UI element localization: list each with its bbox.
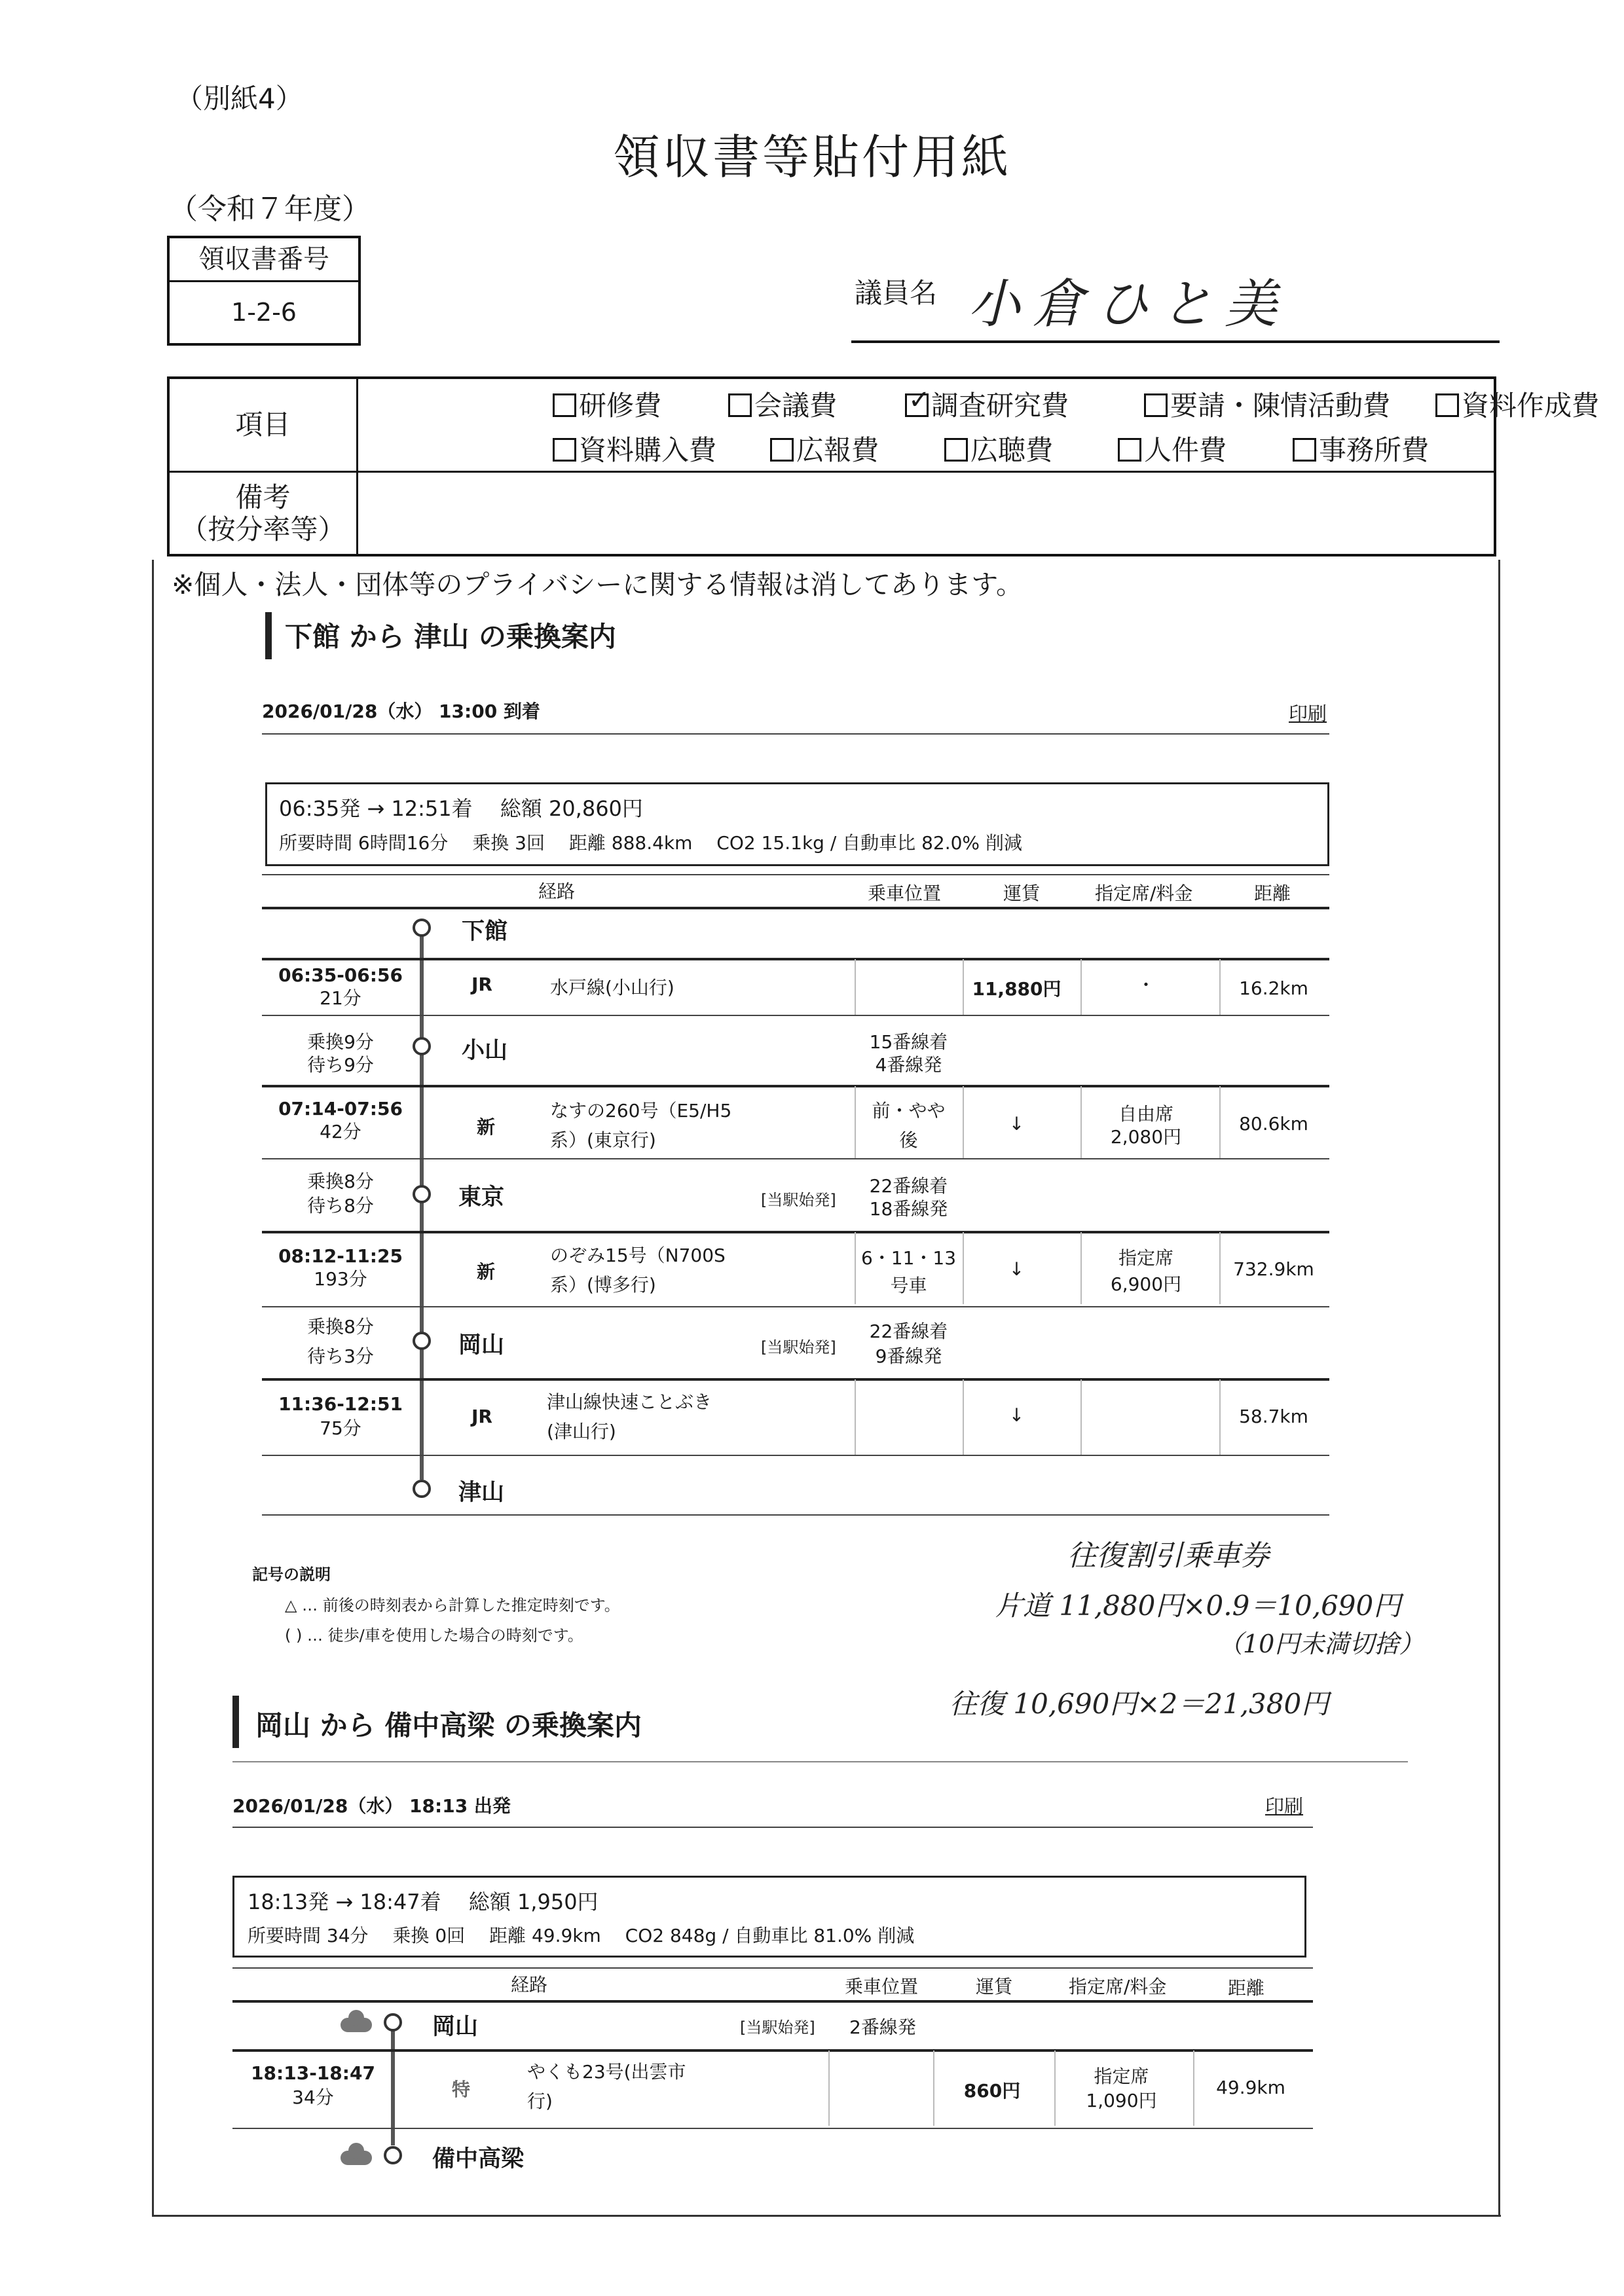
leg-train-name-cont: 系）(博多行): [550, 1274, 656, 1296]
col-fare: 運賃: [1003, 883, 1041, 904]
leg-fare: 860円: [963, 2080, 1021, 2102]
leg-train-name-cont: 行): [527, 2090, 553, 2112]
divider: [262, 907, 1329, 909]
col-route: 経路: [511, 1974, 548, 1995]
station-shimodate: 下館: [462, 919, 508, 945]
category-checkbox-document-making[interactable]: [1435, 384, 1599, 424]
column-separator: [933, 2050, 934, 2126]
transfer-time: 乗換9分: [307, 1031, 374, 1053]
train-type-shinkansen: 新: [477, 1261, 496, 1283]
leg-time: 08:12-11:25: [278, 1245, 403, 1267]
leg-seat: 自由席: [1118, 1103, 1173, 1125]
category-checkbox-personnel[interactable]: [1118, 429, 1227, 468]
platform-depart: 9番線発: [875, 1345, 942, 1367]
note-row: [170, 471, 1494, 556]
divider: [262, 958, 1329, 960]
platform-arrive: 15番線着: [869, 1031, 948, 1053]
note-label: [170, 471, 358, 556]
route1-summary: [265, 782, 1329, 866]
leg-fare: ↓: [1008, 1258, 1025, 1280]
leg-position-cont: 後: [899, 1129, 918, 1151]
divider: [232, 2049, 1313, 2052]
leg-fare: ↓: [1008, 1113, 1025, 1135]
category-item-label: 人件費: [1144, 434, 1227, 466]
leg-seat-fee: 2,080円: [1110, 1126, 1182, 1148]
note-label-text: 備考: [235, 481, 291, 514]
category-item-label: 会議費: [754, 390, 838, 422]
column-separator: [963, 1379, 964, 1455]
origin-tag: [当駅始発]: [740, 2018, 815, 2037]
leg-seat-fee: 1,090円: [1086, 2090, 1157, 2111]
divider: [262, 1378, 1329, 1381]
handwritten-ticket-type: 往復割引乗車券: [1067, 1539, 1269, 1573]
category-checkbox-office[interactable]: [1293, 429, 1429, 468]
category-item-label: 広聴費: [970, 434, 1054, 466]
route2-title: 岡山 から 備中高梁 の乗換案内: [255, 1709, 642, 1741]
leg-seat-fee: 6,900円: [1110, 1273, 1182, 1295]
category-row: [170, 379, 1600, 473]
route2-print-link[interactable]: 印刷: [1265, 1795, 1304, 1817]
checkbox-icon: [553, 438, 576, 462]
privacy-note: ※個人・法人・団体等のプライバシーに関する情報は消してあります。: [172, 569, 1024, 600]
leg-duration: 34分: [292, 2086, 334, 2108]
column-separator: [855, 1086, 856, 1158]
category-checkbox-pr[interactable]: [770, 429, 879, 468]
leg-position-cont: 号車: [890, 1275, 927, 1296]
category-table: [167, 376, 1600, 556]
leg-train-name: やくも23号(出雲市: [527, 2061, 686, 2083]
checkbox-checked-icon: [905, 393, 929, 417]
leg-train-name-cont: 系）(東京行): [550, 1129, 656, 1151]
weather-cloudy-icon: [341, 2151, 372, 2165]
column-separator: [1219, 1086, 1221, 1158]
col-position: 乗車位置: [845, 1976, 919, 1997]
divider: [262, 1455, 1329, 1456]
column-separator: [1193, 2050, 1194, 2126]
leg-seat: 指定席: [1118, 1247, 1173, 1269]
category-checkbox-training[interactable]: [553, 384, 661, 424]
annex-label: （別紙4）: [175, 82, 303, 115]
checkbox-icon: [728, 393, 752, 417]
leg-distance: 80.6km: [1239, 1113, 1308, 1135]
station-okayama-origin: 岡山: [432, 2014, 479, 2040]
divider: [262, 1514, 1329, 1516]
member-signature: 小倉ひと美: [968, 274, 1289, 335]
column-separator: [1219, 959, 1221, 1015]
route1-summary-details: 所要時間 6時間16分 乗換 3回 距離 888.4km CO2 15.1kg / 自動車比 82.0% 削減: [279, 832, 1022, 854]
leg-duration: 75分: [320, 1417, 361, 1439]
page-title: 領収書等貼付用紙: [612, 130, 1011, 185]
category-item-label: 要請・陳情活動費: [1170, 390, 1391, 422]
leg-seat: ・: [1136, 974, 1155, 996]
category-item-label: 資料作成費: [1462, 390, 1600, 422]
divider: [262, 733, 1329, 735]
origin-tag: [当駅始発]: [761, 1191, 836, 1209]
column-separator: [1080, 959, 1082, 1015]
station-tsuyama: 津山: [458, 1480, 505, 1506]
category-label: [170, 379, 358, 471]
divider: [262, 1015, 1329, 1016]
handwritten-roundtrip-calc: 往復 10,690円×2＝21,380円: [950, 1688, 1329, 1720]
category-label-text: 項目: [235, 408, 291, 441]
category-checkbox-hearing[interactable]: [944, 429, 1053, 468]
receipt-number-box: [167, 236, 361, 346]
col-route: 経路: [538, 881, 576, 902]
handwritten-oneway-calc: 片道 11,880円×0.9＝10,690円: [995, 1590, 1401, 1622]
station-oyama: 小山: [462, 1038, 508, 1064]
route2-summary-times: 18:13発 → 18:47着 総額 1,950円: [248, 1889, 599, 1914]
route2-date: 2026/01/28（水） 18:13 出発: [232, 1795, 511, 1817]
route1-title: 下館 から 津山 の乗換案内: [285, 621, 616, 653]
leg-distance: 49.9km: [1216, 2077, 1285, 2098]
station-marker: [384, 2146, 402, 2164]
category-checkbox-material-purchase[interactable]: [553, 429, 716, 468]
origin-tag: [当駅始発]: [761, 1338, 836, 1357]
station-tokyo: 東京: [458, 1184, 505, 1211]
origin-platform: 2番線発: [849, 2016, 916, 2038]
divider: [262, 1158, 1329, 1159]
route1-summary-times: 06:35発 → 12:51着 総額 20,860円: [279, 796, 643, 821]
col-seat: 指定席/料金: [1095, 883, 1193, 904]
platform-arrive: 22番線着: [869, 1175, 948, 1197]
leg-time: 18:13-18:47: [251, 2062, 375, 2084]
route2-summary: [232, 1876, 1306, 1958]
column-separator: [855, 1232, 856, 1304]
col-seat: 指定席/料金: [1069, 1976, 1167, 1997]
leg-time: 11:36-12:51: [278, 1393, 403, 1415]
station-marker: [413, 1037, 431, 1055]
col-position: 乗車位置: [868, 883, 942, 904]
transfer-wait: 待ち3分: [307, 1345, 374, 1367]
checkbox-icon: [553, 393, 576, 417]
divider: [262, 874, 1329, 875]
route2-summary-details: 所要時間 34分 乗換 0回 距離 49.9km CO2 848g / 自動車比 81.0% 削減: [248, 1925, 915, 1946]
station-marker: [413, 1332, 431, 1350]
section-bar: [232, 1696, 239, 1748]
category-item-label: 調査研究費: [931, 390, 1069, 422]
checkbox-icon: [1118, 438, 1141, 462]
checkbox-icon: [770, 438, 794, 462]
col-distance: 距離: [1228, 1977, 1265, 1999]
category-item-label: 資料購入費: [579, 434, 717, 466]
weather-cloudy-icon: [341, 2018, 372, 2032]
leg-distance: 58.7km: [1239, 1406, 1308, 1427]
transfer-time: 乗換8分: [307, 1171, 374, 1192]
train-type-jr: JR: [471, 1406, 492, 1427]
train-type-shinkansen: 新: [477, 1116, 496, 1138]
transfer-wait: 待ち9分: [307, 1054, 374, 1076]
divider: [232, 2128, 1313, 2129]
frame-border: [152, 560, 154, 2215]
receipt-number-label: 領収書番号: [170, 238, 358, 282]
leg-train-name: なすの260号（E5/H5: [550, 1100, 732, 1121]
route1-line: [420, 928, 424, 1480]
leg-position: 前・やや: [872, 1100, 946, 1121]
column-separator: [963, 1232, 964, 1304]
handwritten-rounding-note: （10円未満切捨）: [1218, 1630, 1424, 1658]
leg-fare: ↓: [1008, 1404, 1025, 1426]
station-marker: [413, 919, 431, 937]
station-marker: [384, 2013, 402, 2032]
station-bitchu-takahashi: 備中高梁: [432, 2146, 525, 2172]
leg-distance: 16.2km: [1239, 977, 1308, 999]
leg-time: 06:35-06:56: [278, 964, 403, 986]
column-separator: [963, 959, 964, 1015]
station-marker: [413, 1185, 431, 1203]
column-separator: [1054, 2050, 1056, 2126]
category-checkbox-meeting[interactable]: [728, 384, 837, 424]
category-item-label: 事務所費: [1319, 434, 1430, 466]
frame-border: [152, 2215, 1501, 2217]
platform-arrive: 22番線着: [869, 1321, 948, 1342]
station-marker: [413, 1480, 431, 1498]
route1-print-link[interactable]: 印刷: [1289, 702, 1327, 725]
platform-depart: 18番線発: [869, 1198, 948, 1220]
legend-walking: ( ) … 徒歩/車を使用した場合の時刻です。: [285, 1626, 583, 1645]
column-separator: [855, 959, 856, 1015]
column-separator: [1080, 1232, 1082, 1304]
platform-depart: 4番線発: [875, 1054, 942, 1076]
note-sub-label: （按分率等）: [180, 513, 346, 545]
column-separator: [1219, 1379, 1221, 1455]
divider: [232, 2000, 1313, 2003]
leg-train-name: 水戸線(小山行): [550, 977, 674, 998]
fiscal-year: （令和７年度）: [169, 192, 371, 226]
receipt-number-value: 1-2-6: [231, 298, 297, 327]
leg-train-name-cont: (津山行): [547, 1421, 616, 1442]
leg-train-name: のぞみ15号（N700S: [550, 1245, 726, 1266]
divider: [232, 1827, 1313, 1828]
legend-title: 記号の説明: [252, 1565, 331, 1584]
col-fare: 運賃: [976, 1976, 1013, 1997]
divider: [232, 1967, 1313, 1969]
leg-distance: 732.9km: [1233, 1258, 1314, 1280]
legend-estimated: △ … 前後の時刻表から計算した推定時刻です。: [285, 1596, 620, 1614]
category-items: [366, 379, 1600, 471]
divider: [232, 1761, 1408, 1762]
leg-duration: 193分: [314, 1268, 367, 1290]
route1-date: 2026/01/28（水） 13:00 到着: [262, 701, 540, 722]
column-separator: [855, 1379, 856, 1455]
leg-position: 6・11・13: [860, 1247, 957, 1269]
column-separator: [1219, 1232, 1221, 1304]
category-checkbox-research[interactable]: [905, 384, 1069, 424]
category-item-label: 研修費: [579, 390, 662, 422]
transfer-wait: 待ち8分: [307, 1195, 374, 1216]
member-label: 議員名: [855, 277, 938, 309]
train-type-limited-express: 特: [452, 2079, 471, 2100]
divider: [262, 1231, 1329, 1233]
leg-time: 07:14-07:56: [278, 1098, 403, 1120]
station-okayama: 岡山: [458, 1332, 505, 1358]
leg-train-name: 津山線快速ことぶき: [547, 1391, 712, 1413]
column-separator: [1080, 1379, 1082, 1455]
divider: [262, 1306, 1329, 1307]
column-separator: [1080, 1086, 1082, 1158]
transfer-time: 乗換8分: [307, 1316, 374, 1338]
section-bar: [265, 612, 272, 659]
checkbox-icon: [1293, 438, 1316, 462]
leg-duration: 42分: [320, 1121, 361, 1142]
col-distance: 距離: [1254, 883, 1291, 904]
column-separator: [828, 2050, 830, 2126]
column-separator: [963, 1086, 964, 1158]
leg-seat: 指定席: [1094, 2066, 1149, 2087]
signature-line: [851, 340, 1500, 343]
category-item-label: 広報費: [796, 434, 879, 466]
checkbox-icon: [1435, 393, 1459, 417]
frame-border: [1498, 560, 1500, 2215]
category-checkbox-petition[interactable]: [1144, 384, 1390, 424]
checkbox-icon: [944, 438, 968, 462]
leg-fare: 11,880円: [972, 978, 1061, 1000]
train-type-jr: JR: [471, 974, 492, 995]
divider: [262, 1085, 1329, 1087]
checkbox-icon: [1144, 393, 1168, 417]
leg-duration: 21分: [320, 987, 361, 1009]
